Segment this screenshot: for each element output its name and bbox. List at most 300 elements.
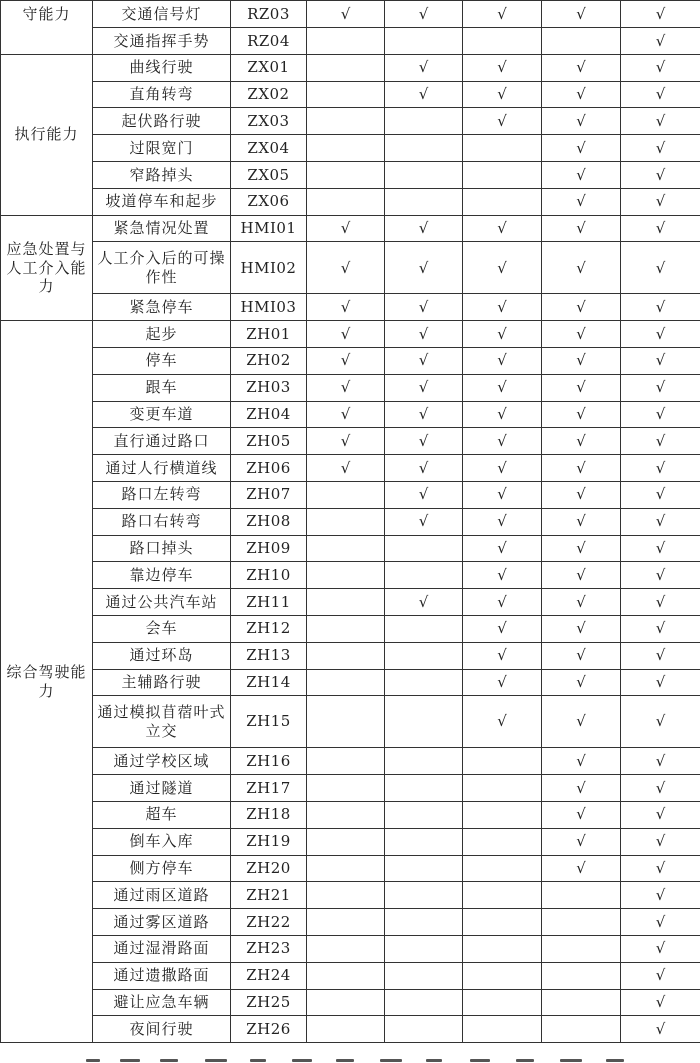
empty-cell [463, 855, 542, 882]
empty-cell [307, 28, 385, 55]
empty-cell [463, 161, 542, 188]
check-mark-cell: √ [621, 1, 700, 28]
empty-cell [385, 135, 463, 162]
check-mark-cell: √ [621, 321, 700, 348]
item-code-cell: ZH11 [231, 589, 307, 616]
empty-cell [385, 28, 463, 55]
check-mark-cell: √ [621, 481, 700, 508]
table-row [1, 242, 700, 294]
item-name-cell: 直行通过路口 [93, 428, 231, 455]
empty-cell [385, 615, 463, 642]
check-mark-cell: √ [621, 989, 700, 1016]
table-row [1, 562, 700, 589]
item-name-cell: 起伏路行驶 [93, 108, 231, 135]
check-mark-cell: √ [621, 188, 700, 215]
table-row [1, 54, 700, 81]
check-mark-cell: √ [463, 401, 542, 428]
empty-cell [385, 669, 463, 696]
item-name-cell: 窄路掉头 [93, 161, 231, 188]
check-mark-cell: √ [463, 535, 542, 562]
check-mark-cell: √ [463, 455, 542, 482]
item-name-cell: 通过人行横道线 [93, 455, 231, 482]
item-name-cell: 靠边停车 [93, 562, 231, 589]
check-mark-cell: √ [463, 428, 542, 455]
check-mark-cell: √ [621, 401, 700, 428]
item-name-cell: 变更车道 [93, 401, 231, 428]
item-name-cell: 直角转弯 [93, 81, 231, 108]
table-row [1, 909, 700, 936]
empty-cell [307, 135, 385, 162]
item-code-cell: ZH04 [231, 401, 307, 428]
check-mark-cell: √ [307, 1, 385, 28]
item-code-cell: ZH24 [231, 962, 307, 989]
check-mark-cell: √ [307, 347, 385, 374]
item-name-cell: 倒车入库 [93, 828, 231, 855]
empty-cell [307, 108, 385, 135]
empty-cell [542, 909, 621, 936]
empty-cell [385, 562, 463, 589]
check-mark-cell: √ [621, 562, 700, 589]
item-code-cell: HMI03 [231, 294, 307, 321]
item-name-cell: 交通指挥手势 [93, 28, 231, 55]
item-code-cell: ZH03 [231, 374, 307, 401]
item-code-cell: ZH10 [231, 562, 307, 589]
check-mark-cell: √ [307, 455, 385, 482]
empty-cell [307, 935, 385, 962]
table-row [1, 535, 700, 562]
check-mark-cell: √ [542, 775, 621, 802]
empty-cell [542, 28, 621, 55]
item-name-cell: 起步 [93, 321, 231, 348]
check-mark-cell: √ [385, 455, 463, 482]
check-mark-cell: √ [385, 294, 463, 321]
check-mark-cell: √ [542, 321, 621, 348]
check-mark-cell: √ [621, 54, 700, 81]
item-name-cell: 跟车 [93, 374, 231, 401]
table-row [1, 855, 700, 882]
check-mark-cell: √ [621, 1016, 700, 1043]
item-code-cell: ZH25 [231, 989, 307, 1016]
item-name-cell: 通过公共汽车站 [93, 589, 231, 616]
table-row [1, 108, 700, 135]
check-mark-cell: √ [385, 1, 463, 28]
item-code-cell: RZ04 [231, 28, 307, 55]
item-code-cell: ZH17 [231, 775, 307, 802]
check-mark-cell: √ [307, 374, 385, 401]
table-row [1, 508, 700, 535]
empty-cell [307, 696, 385, 748]
table-row [1, 81, 700, 108]
empty-cell [463, 1016, 542, 1043]
check-mark-cell: √ [463, 108, 542, 135]
check-mark-cell: √ [621, 855, 700, 882]
table-row [1, 321, 700, 348]
check-mark-cell: √ [542, 455, 621, 482]
item-name-cell: 曲线行驶 [93, 54, 231, 81]
empty-cell [385, 989, 463, 1016]
table-row [1, 615, 700, 642]
empty-cell [463, 188, 542, 215]
item-name-cell: 路口左转弯 [93, 481, 231, 508]
check-mark-cell: √ [463, 321, 542, 348]
item-name-cell: 通过学校区域 [93, 748, 231, 775]
empty-cell [463, 909, 542, 936]
item-name-cell: 通过模拟苜蓿叶式立交 [93, 696, 231, 748]
empty-cell [307, 54, 385, 81]
item-name-cell: 通过隧道 [93, 775, 231, 802]
check-mark-cell: √ [542, 508, 621, 535]
table-row [1, 696, 700, 748]
check-mark-cell: √ [307, 215, 385, 242]
check-mark-cell: √ [463, 696, 542, 748]
item-code-cell: ZH01 [231, 321, 307, 348]
check-mark-cell: √ [542, 188, 621, 215]
item-code-cell: ZH20 [231, 855, 307, 882]
item-name-cell: 过限宽门 [93, 135, 231, 162]
check-mark-cell: √ [542, 855, 621, 882]
item-code-cell: ZH09 [231, 535, 307, 562]
item-name-cell: 停车 [93, 347, 231, 374]
check-mark-cell: √ [621, 294, 700, 321]
empty-cell [307, 882, 385, 909]
item-code-cell: ZH06 [231, 455, 307, 482]
empty-cell [307, 855, 385, 882]
check-mark-cell: √ [542, 562, 621, 589]
empty-cell [463, 882, 542, 909]
check-mark-cell: √ [621, 455, 700, 482]
check-mark-cell: √ [542, 401, 621, 428]
empty-cell [307, 909, 385, 936]
cut-off-caption-line [0, 1051, 700, 1063]
table-row [1, 962, 700, 989]
empty-cell [385, 108, 463, 135]
check-mark-cell: √ [621, 962, 700, 989]
item-name-cell: 夜间行驶 [93, 1016, 231, 1043]
item-name-cell: 紧急情况处置 [93, 215, 231, 242]
check-mark-cell: √ [542, 642, 621, 669]
empty-cell [463, 828, 542, 855]
empty-cell [307, 748, 385, 775]
item-code-cell: ZH05 [231, 428, 307, 455]
empty-cell [385, 1016, 463, 1043]
check-mark-cell: √ [463, 481, 542, 508]
empty-cell [542, 935, 621, 962]
empty-cell [542, 882, 621, 909]
check-mark-cell: √ [542, 81, 621, 108]
table-row [1, 294, 700, 321]
empty-cell [542, 1016, 621, 1043]
item-name-cell: 通过湿滑路面 [93, 935, 231, 962]
check-mark-cell: √ [542, 374, 621, 401]
item-code-cell: ZX06 [231, 188, 307, 215]
item-name-cell: 主辅路行驶 [93, 669, 231, 696]
empty-cell [463, 962, 542, 989]
empty-cell [307, 642, 385, 669]
table-row [1, 188, 700, 215]
check-mark-cell: √ [463, 615, 542, 642]
item-code-cell: ZH08 [231, 508, 307, 535]
empty-cell [307, 669, 385, 696]
check-mark-cell: √ [542, 135, 621, 162]
empty-cell [385, 748, 463, 775]
item-code-cell: ZH07 [231, 481, 307, 508]
item-code-cell: ZX05 [231, 161, 307, 188]
table-row [1, 589, 700, 616]
empty-cell [307, 615, 385, 642]
item-name-cell: 坡道停车和起步 [93, 188, 231, 215]
category-cell: 执行能力 [1, 54, 93, 215]
table-row [1, 748, 700, 775]
item-name-cell: 通过环岛 [93, 642, 231, 669]
item-code-cell: ZX03 [231, 108, 307, 135]
table-row [1, 374, 700, 401]
check-mark-cell: √ [307, 242, 385, 294]
table-row [1, 135, 700, 162]
check-mark-cell: √ [463, 215, 542, 242]
check-mark-cell: √ [385, 481, 463, 508]
check-mark-cell: √ [463, 54, 542, 81]
empty-cell [385, 962, 463, 989]
empty-cell [385, 161, 463, 188]
check-mark-cell: √ [385, 215, 463, 242]
item-name-cell: 交通信号灯 [93, 1, 231, 28]
check-mark-cell: √ [385, 81, 463, 108]
empty-cell [463, 28, 542, 55]
item-name-cell: 通过遗撒路面 [93, 962, 231, 989]
item-code-cell: ZH26 [231, 1016, 307, 1043]
check-mark-cell: √ [542, 748, 621, 775]
check-mark-cell: √ [307, 401, 385, 428]
check-mark-cell: √ [621, 428, 700, 455]
item-code-cell: ZH23 [231, 935, 307, 962]
check-mark-cell: √ [542, 615, 621, 642]
check-mark-cell: √ [542, 828, 621, 855]
check-mark-cell: √ [463, 294, 542, 321]
empty-cell [307, 81, 385, 108]
table-row [1, 801, 700, 828]
check-mark-cell: √ [621, 374, 700, 401]
item-name-cell: 超车 [93, 801, 231, 828]
check-mark-cell: √ [463, 562, 542, 589]
category-cell: 守能力 [1, 1, 93, 55]
item-code-cell: HMI02 [231, 242, 307, 294]
check-mark-cell: √ [307, 294, 385, 321]
empty-cell [463, 989, 542, 1016]
empty-cell [385, 642, 463, 669]
check-mark-cell: √ [621, 535, 700, 562]
item-name-cell: 侧方停车 [93, 855, 231, 882]
check-mark-cell: √ [621, 642, 700, 669]
empty-cell [463, 775, 542, 802]
check-mark-cell: √ [463, 1, 542, 28]
item-name-cell: 避让应急车辆 [93, 989, 231, 1016]
table-row [1, 1, 700, 28]
check-mark-cell: √ [621, 108, 700, 135]
item-code-cell: HMI01 [231, 215, 307, 242]
table-row [1, 882, 700, 909]
check-mark-cell: √ [542, 108, 621, 135]
check-mark-cell: √ [621, 135, 700, 162]
item-code-cell: ZH15 [231, 696, 307, 748]
item-code-cell: ZH12 [231, 615, 307, 642]
check-mark-cell: √ [542, 696, 621, 748]
empty-cell [307, 188, 385, 215]
check-mark-cell: √ [621, 615, 700, 642]
item-code-cell: ZH02 [231, 347, 307, 374]
empty-cell [307, 989, 385, 1016]
table-row [1, 215, 700, 242]
check-mark-cell: √ [463, 374, 542, 401]
table-row [1, 828, 700, 855]
item-code-cell: ZH19 [231, 828, 307, 855]
check-mark-cell: √ [542, 1, 621, 28]
check-mark-cell: √ [621, 882, 700, 909]
item-name-cell: 人工介入后的可操作性 [93, 242, 231, 294]
table-row [1, 28, 700, 55]
check-mark-cell: √ [385, 508, 463, 535]
check-mark-cell: √ [542, 481, 621, 508]
table-row [1, 1016, 700, 1043]
check-mark-cell: √ [463, 642, 542, 669]
check-mark-cell: √ [542, 215, 621, 242]
check-mark-cell: √ [621, 589, 700, 616]
table-row [1, 642, 700, 669]
empty-cell [542, 989, 621, 1016]
check-mark-cell: √ [542, 535, 621, 562]
table-row [1, 428, 700, 455]
check-mark-cell: √ [621, 828, 700, 855]
check-mark-cell: √ [542, 347, 621, 374]
empty-cell [463, 801, 542, 828]
category-cell: 综合驾驶能力 [1, 321, 93, 1043]
check-mark-cell: √ [463, 508, 542, 535]
check-mark-cell: √ [621, 669, 700, 696]
check-mark-cell: √ [621, 801, 700, 828]
empty-cell [385, 828, 463, 855]
check-mark-cell: √ [385, 401, 463, 428]
check-mark-cell: √ [385, 374, 463, 401]
item-name-cell: 通过雨区道路 [93, 882, 231, 909]
item-code-cell: RZ03 [231, 1, 307, 28]
empty-cell [307, 1016, 385, 1043]
table-row [1, 989, 700, 1016]
empty-cell [385, 935, 463, 962]
empty-cell [385, 535, 463, 562]
check-mark-cell: √ [542, 801, 621, 828]
check-mark-cell: √ [621, 775, 700, 802]
check-mark-cell: √ [621, 935, 700, 962]
check-mark-cell: √ [621, 696, 700, 748]
table-row [1, 481, 700, 508]
check-mark-cell: √ [385, 321, 463, 348]
check-mark-cell: √ [621, 748, 700, 775]
check-mark-cell: √ [542, 54, 621, 81]
table-row [1, 455, 700, 482]
check-mark-cell: √ [621, 215, 700, 242]
check-mark-cell: √ [621, 28, 700, 55]
empty-cell [307, 508, 385, 535]
item-name-cell: 路口右转弯 [93, 508, 231, 535]
check-mark-cell: √ [542, 294, 621, 321]
check-mark-cell: √ [385, 428, 463, 455]
table-row [1, 401, 700, 428]
check-mark-cell: √ [621, 161, 700, 188]
empty-cell [385, 909, 463, 936]
check-mark-cell: √ [385, 54, 463, 81]
item-code-cell: ZH18 [231, 801, 307, 828]
check-mark-cell: √ [621, 242, 700, 294]
check-mark-cell: √ [463, 242, 542, 294]
empty-cell [307, 161, 385, 188]
item-code-cell: ZH14 [231, 669, 307, 696]
empty-cell [307, 828, 385, 855]
empty-cell [307, 775, 385, 802]
check-mark-cell: √ [621, 909, 700, 936]
check-mark-cell: √ [463, 669, 542, 696]
item-code-cell: ZX04 [231, 135, 307, 162]
item-name-cell: 紧急停车 [93, 294, 231, 321]
table-row [1, 161, 700, 188]
empty-cell [307, 481, 385, 508]
table-row [1, 669, 700, 696]
item-code-cell: ZH21 [231, 882, 307, 909]
check-mark-cell: √ [463, 81, 542, 108]
check-mark-cell: √ [385, 347, 463, 374]
empty-cell [385, 188, 463, 215]
empty-cell [463, 935, 542, 962]
check-mark-cell: √ [307, 321, 385, 348]
check-mark-cell: √ [542, 242, 621, 294]
check-mark-cell: √ [385, 242, 463, 294]
empty-cell [307, 562, 385, 589]
item-code-cell: ZX01 [231, 54, 307, 81]
empty-cell [542, 962, 621, 989]
check-mark-cell: √ [307, 428, 385, 455]
empty-cell [385, 696, 463, 748]
empty-cell [385, 882, 463, 909]
item-name-cell: 会车 [93, 615, 231, 642]
table-row [1, 347, 700, 374]
check-mark-cell: √ [463, 347, 542, 374]
check-mark-cell: √ [542, 428, 621, 455]
check-mark-cell: √ [463, 589, 542, 616]
item-code-cell: ZH22 [231, 909, 307, 936]
check-mark-cell: √ [621, 81, 700, 108]
table-body [1, 1, 700, 1043]
check-mark-cell: √ [621, 508, 700, 535]
empty-cell [307, 801, 385, 828]
empty-cell [307, 589, 385, 616]
empty-cell [307, 535, 385, 562]
empty-cell [385, 801, 463, 828]
empty-cell [385, 855, 463, 882]
check-mark-cell: √ [621, 347, 700, 374]
check-mark-cell: √ [385, 589, 463, 616]
category-cell: 应急处置与人工介入能力 [1, 215, 93, 321]
check-mark-cell: √ [542, 161, 621, 188]
item-name-cell: 通过雾区道路 [93, 909, 231, 936]
empty-cell [307, 962, 385, 989]
item-name-cell: 路口掉头 [93, 535, 231, 562]
table-row [1, 935, 700, 962]
empty-cell [463, 748, 542, 775]
table-row [1, 775, 700, 802]
check-mark-cell: √ [542, 669, 621, 696]
empty-cell [385, 775, 463, 802]
empty-cell [463, 135, 542, 162]
item-code-cell: ZH13 [231, 642, 307, 669]
item-code-cell: ZX02 [231, 81, 307, 108]
